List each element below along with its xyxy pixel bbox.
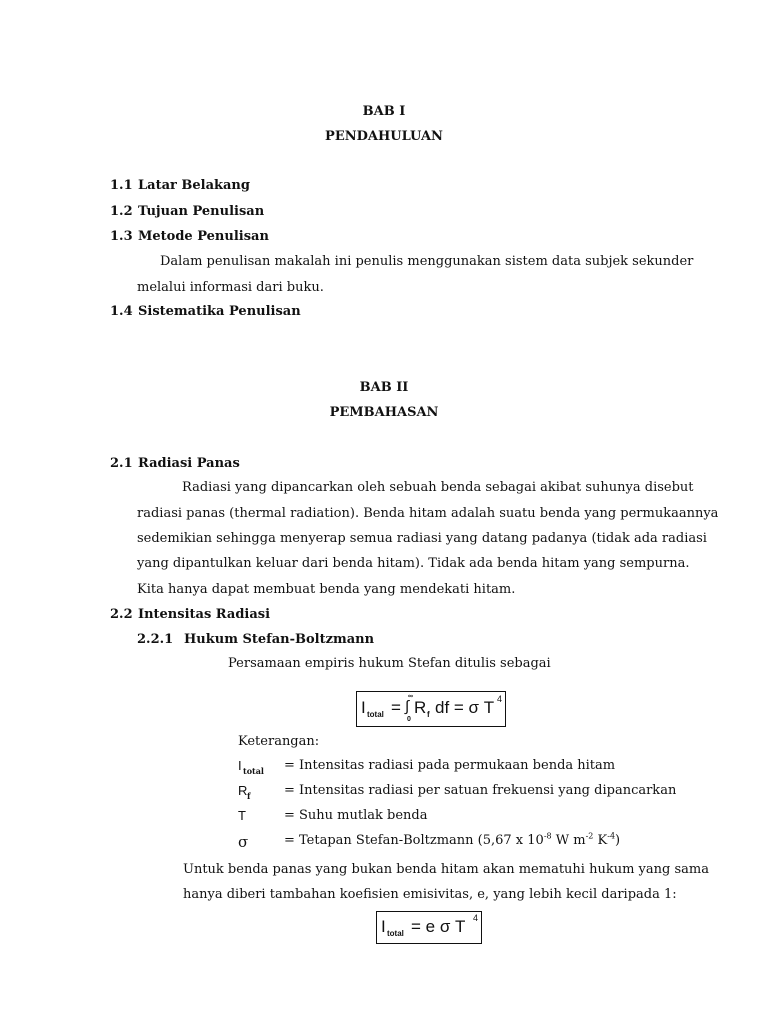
section-number: 2.1 [110,456,133,471]
legend-description: = Suhu mutlak benda [284,808,428,823]
legend-row [238,783,677,801]
legend-subscript: total [243,766,264,776]
paragraph-line: radiasi panas (thermal radiation). Benda hitam adalah suatu benda yang permukaannya [137,506,719,521]
legend-subscript: f [247,791,251,801]
section-number: 1.4 [110,304,133,319]
section-number: 1.2 [110,204,133,219]
formula-symbol: R [414,698,427,717]
section-heading [110,456,410,474]
formula-exponent: 4 [497,694,503,704]
section-number: 1.1 [110,178,133,193]
formula-expression: df = σ T [435,698,495,717]
paragraph-line: Radiasi yang dipancarkan oleh sebuah benda sebagai akibat suhunya disebut [182,480,694,495]
section-heading [110,178,410,196]
section-number: 2.2 [110,607,133,622]
legend-label: Keterangan: [238,734,320,749]
paragraph-line: melalui informasi dari buku. [137,280,324,295]
formula-symbol: I [361,698,366,717]
paragraph-line: yang dipantulkan keluar dari benda hitam). Tidak ada benda hitam yang sempurna. [137,556,690,571]
chapter-title: BAB I [362,104,406,119]
legend-row [238,833,658,851]
chapter-subtitle: PEMBAHASAN [329,405,439,420]
chapter-title: BAB II [359,380,409,395]
paragraph-line: hanya diberi tambahan koefisien emisivitas, e, yang lebih kecil daripada 1: [183,887,677,902]
legend-description: = Intensitas radiasi pada permukaan benda hitam [284,758,616,773]
section-title: Metode Penulisan [138,229,269,244]
section-title: Intensitas Radiasi [138,607,271,622]
section-heading [110,229,410,247]
emissivity-formula [376,911,482,944]
legend-symbol: I [238,758,242,773]
section-title: Sistematika Penulisan [138,304,301,319]
section-title: Latar Belakang [138,178,250,193]
integral-icon: ∫ [405,698,410,715]
paragraph-line: Kita hanya dapat membuat benda yang mendekati hitam. [137,582,516,597]
legend-description: = Tetapan Stefan-Boltzmann (5,67 x $10^{-8}$ W $m^{-2}$ $K^{-4}$) [284,831,621,848]
legend-description: = Intensitas radiasi per satuan frekuensi yang dipancarkan [284,783,677,798]
formula-subscript: f [427,710,430,719]
legend-symbol: σ [238,833,249,851]
formula-operator: = [391,698,401,717]
paragraph-line: Persamaan empiris hukum Stefan ditulis sebagai [228,656,551,671]
formula-exponent: 4 [473,913,479,923]
chapter-subtitle: PENDAHULUAN [325,129,443,144]
section-number: 2.2.1 [137,632,174,647]
legend-row [238,758,658,776]
formula-expression: = e σ T [411,917,466,936]
legend-row [238,808,658,826]
paragraph-line: Untuk benda panas yang bukan benda hitam akan mematuhi hukum yang sama [183,862,709,877]
section-heading [110,607,410,625]
formula-subscript: total [367,710,384,719]
formula-subscript: total [387,929,404,938]
paragraph-line: sedemikian sehingga menyerap semua radiasi yang datang padanya (tidak ada radiasi [137,531,707,546]
formula-symbol: I [381,917,386,936]
stefan-boltzmann-formula [356,691,506,727]
integral-upper-limit: ∞ [408,693,413,700]
subsection-heading [137,632,437,650]
section-number: 1.3 [110,229,133,244]
legend-symbol: T [238,808,246,823]
integral-lower-limit: 0 [407,716,411,723]
section-title: Radiasi Panas [138,456,240,471]
legend-symbol: R [238,783,248,798]
section-heading [110,304,410,322]
section-title: Tujuan Penulisan [138,204,265,219]
section-heading [110,204,410,222]
paragraph-line: Dalam penulisan makalah ini penulis menggunakan sistem data subjek sekunder [160,254,694,269]
section-title: Hukum Stefan-Boltzmann [184,632,375,647]
